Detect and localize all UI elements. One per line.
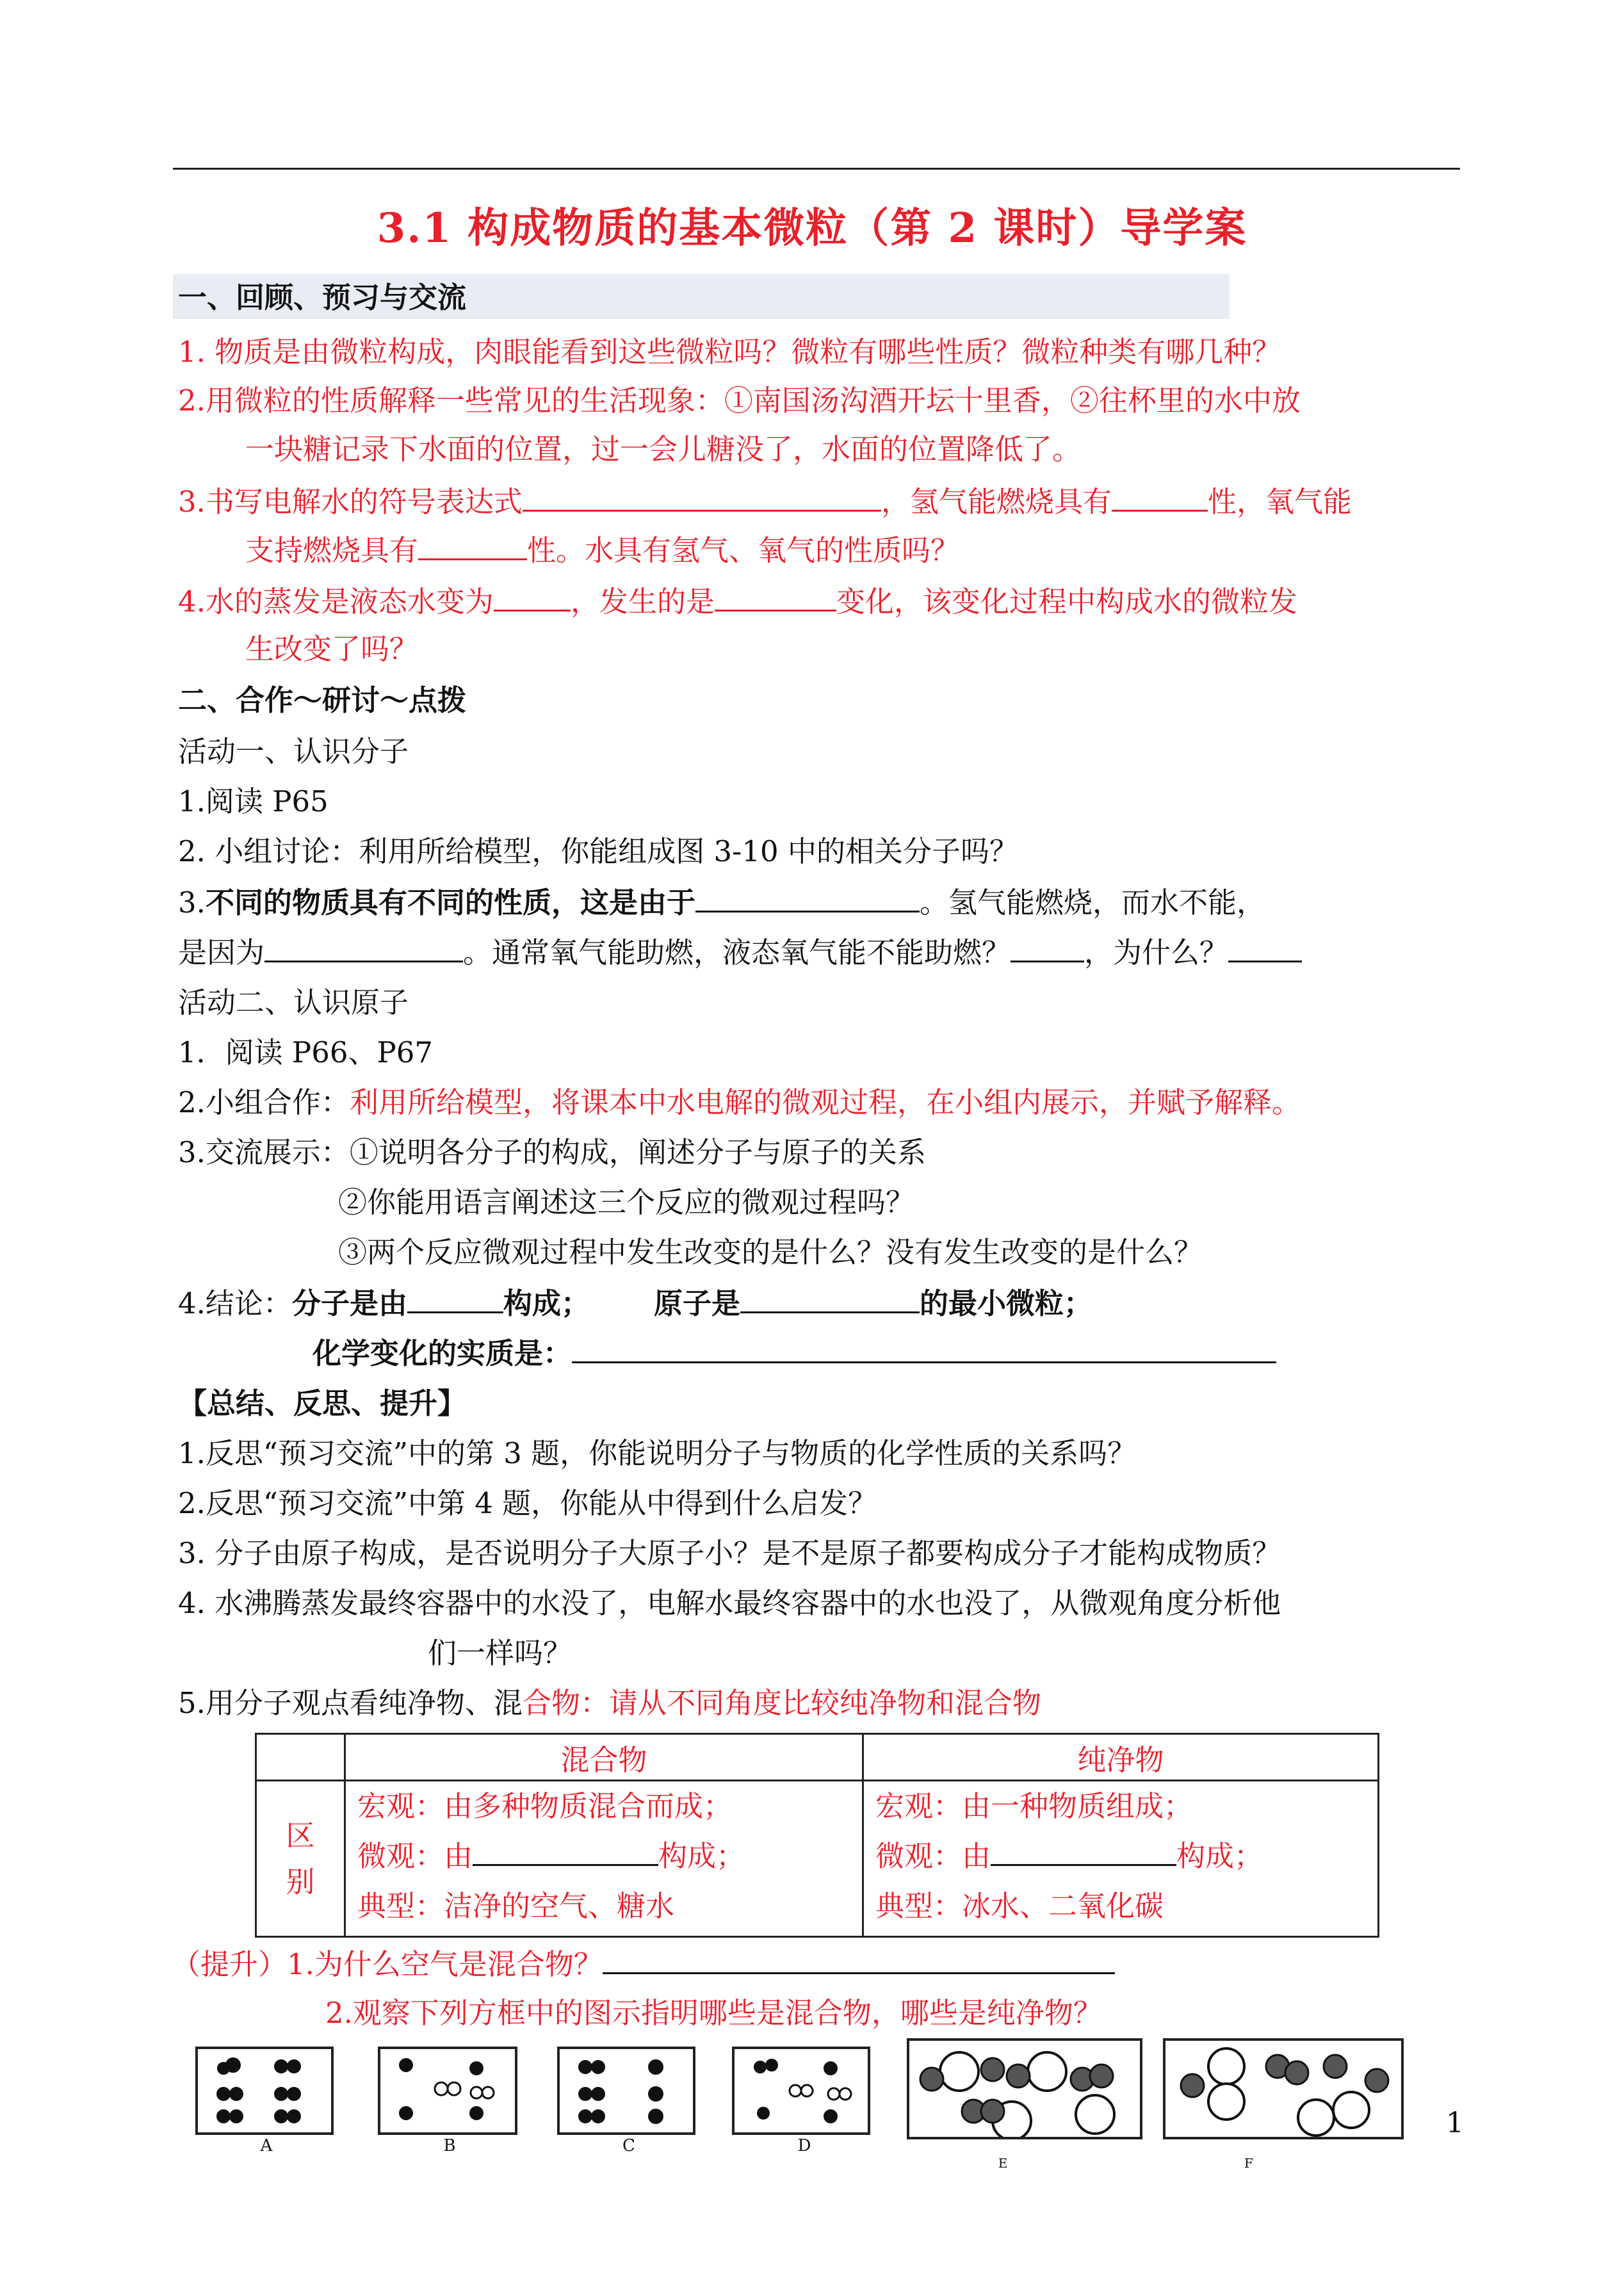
reflection-4-line2: 们一样吗？ — [428, 1636, 572, 1670]
activity-2-heading: 活动二、认识原子 — [178, 985, 409, 1019]
question-1: 1. 物质是由微粒构成，肉眼能看到这些微粒吗？微粒有哪些性质？微粒种类有哪几种？ — [178, 335, 1281, 369]
activity-1-item-3b: 是因为 。通常氧气能助燃，液态氧气能不能助燃？ ，为什么？ — [178, 932, 1302, 972]
figure-box-f — [1163, 2038, 1404, 2139]
figure-c-particles — [560, 2049, 693, 2132]
question-2-line1: 2.用微粒的性质解释一些常见的生活现象：①南国汤沟酒开坛十里香，②往杯里的水中放 — [178, 384, 1301, 418]
activity-2-item-3b: ②你能用语言阐述这三个反应的微观过程吗？ — [338, 1185, 915, 1219]
table-header-mixture: 混合物 — [345, 1734, 863, 1781]
activity-2-item-3c: ③两个反应微观过程中发生改变的是什么？没有发生改变的是什么？ — [338, 1235, 1203, 1269]
figure-label-d: D — [797, 2136, 811, 2155]
table-header-pure: 纯净物 — [863, 1734, 1379, 1781]
table-corner — [256, 1734, 345, 1781]
figure-label-b: B — [443, 2136, 456, 2155]
figure-box-d — [732, 2047, 870, 2135]
question-3-line1: 3.书写电解水的符号表达式 ，氢气能燃烧具有 性，氧气能 — [178, 482, 1352, 521]
tisheng-question-1: （提升）1.为什么空气是混合物？ — [172, 1944, 1115, 1984]
figure-box-e — [907, 2038, 1142, 2139]
conclusion-line2: 化学变化的实质是： — [313, 1333, 1276, 1373]
activity-1-item-1: 1.阅读 P65 — [178, 784, 329, 818]
page-number: 1 — [1446, 2107, 1464, 2139]
figure-label-e: E — [998, 2155, 1008, 2171]
reflection-2: 2.反思“预习交流”中第 4 题，你能从中得到什么启发？ — [178, 1486, 877, 1520]
page-title: 3.1 构成物质的基本微粒（第 2 课时）导学案 — [377, 204, 1247, 252]
question-4-line2: 生改变了吗？ — [245, 632, 419, 666]
section-heading-summary: 【总结、反思、提升】 — [178, 1386, 467, 1420]
section-heading-cooperate: 二、合作～研讨～点拨 — [178, 683, 467, 717]
reflection-5: 5.用分子观点看纯净物、混合物：请从不同角度比较纯净物和混合物 — [178, 1686, 1041, 1720]
question-4-line1: 4.水的蒸发是液态水变为 ，发生的是 变化，该变化过程中构成水的微粒发 — [178, 581, 1297, 621]
tisheng-question-2: 2.观察下列方框中的图示指明哪些是混合物，哪些是纯净物？ — [325, 1996, 1102, 2030]
activity-1-item-3: 3.不同的物质具有不同的性质，这是由于 。氢气能燃烧，而水不能， — [178, 882, 1265, 922]
comparison-table — [255, 1733, 1379, 1938]
figure-d-particles — [735, 2049, 868, 2132]
activity-1-item-2: 2. 小组讨论：利用所给模型，你能组成图 3-10 中的相关分子吗？ — [178, 834, 1018, 868]
activity-2-item-2: 2.小组合作：利用所给模型，将课本中水电解的微观过程，在小组内展示，并赋予解释。 — [178, 1085, 1301, 1119]
reflection-3: 3. 分子由原子构成，是否说明分子大原子小？是不是原子都要构成分子才能构成物质？ — [178, 1536, 1281, 1570]
figure-label-c: C — [622, 2136, 635, 2155]
figure-box-c — [557, 2047, 695, 2135]
figure-b-particles — [380, 2049, 515, 2132]
question-2-line2: 一块糖记录下水面的位置，过一会儿糖没了，水面的位置降低了。 — [245, 432, 1082, 466]
activity-2-item-1: 1．阅读 P66、P67 — [178, 1035, 434, 1069]
figure-label-f: F — [1244, 2155, 1253, 2171]
figure-box-a — [195, 2047, 334, 2135]
activity-2-item-3: 3.交流展示：①说明各分子的构成，阐述分子与原子的关系 — [178, 1135, 926, 1169]
section-heading-review: 一、回顾、预习与交流 — [178, 280, 467, 314]
conclusion-line1: 4.结论：分子是由 构成； 原子是 的最小微粒； — [178, 1283, 1092, 1323]
figure-a-particles — [198, 2049, 331, 2132]
reflection-1: 1.反思“预习交流”中的第 3 题，你能说明分子与物质的化学性质的关系吗？ — [178, 1436, 1137, 1470]
table-row-label: 区 别 — [256, 1781, 345, 1937]
reflection-4-line1: 4. 水沸腾蒸发最终容器中的水没了，电解水最终容器中的水也没了，从微观角度分析他 — [178, 1586, 1281, 1620]
figure-box-b — [378, 2047, 517, 2135]
top-rule — [173, 168, 1460, 170]
figure-f-particles — [1165, 2041, 1401, 2137]
activity-1-heading: 活动一、认识分子 — [178, 734, 409, 768]
question-3-line2: 支持燃烧具有 性。水具有氢气、氧气的性质吗？ — [245, 530, 959, 570]
table-cell-mixture: 宏观：由多种物质混合而成； 微观：由 构成； 典型：洁净的空气、糖水 — [345, 1781, 863, 1937]
table-cell-pure: 宏观：由一种物质组成； 微观：由 构成； 典型：冰水、二氧化碳 — [863, 1781, 1379, 1937]
figure-e-particles — [909, 2041, 1140, 2137]
figure-label-a: A — [260, 2136, 273, 2155]
